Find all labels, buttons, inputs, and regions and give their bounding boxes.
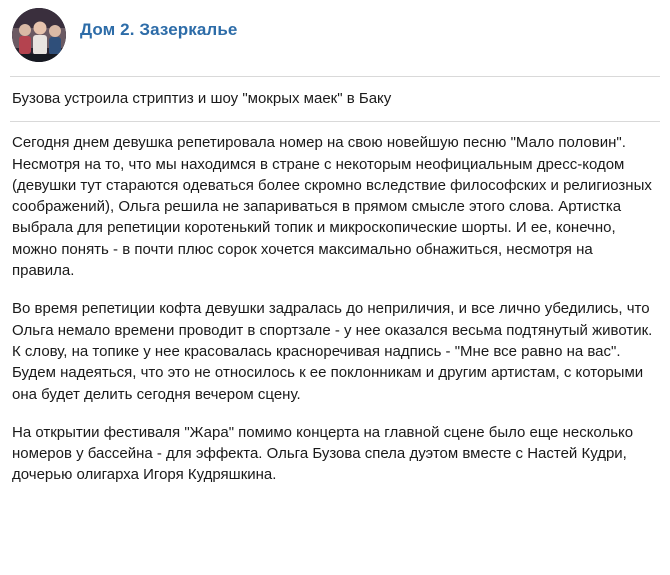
article-headline: Бузова устроила стриптиз и шоу "мокрых маек" в Баку xyxy=(12,90,392,107)
avatar-image xyxy=(12,8,66,62)
source-title[interactable]: Дом 2. Зазеркалье xyxy=(80,20,238,39)
article-paragraph: Во время репетиции кофта девушки задралась до неприличия, и все лично убедились, что Ольга немало времени проводит в спортзале - у нее оказался весьма подтянутый животик. К слову, на топике у нее красовалась красноречивая надпись - "Мне все равно на вас". Будем надеяться, что это не относилось к ее поклонникам и другим артистам, с которыми она будет делить сегодня вечером сцену. xyxy=(12,300,653,403)
article-paragraph: Сегодня днем девушка репетировала номер на свою новейшую песню "Мало половин". Несмотря на то, что мы находимся в стране с некоторым неофициальным дресс-кодом (девушки тут стараются одеваться более скромно вследствие философских и религиозных соображений), Ольга решила не запариваться в прямом смысле этого слова. Артистка выбрала для репетиции коротенький топик и микроскопические шорты. И ее, конечно, можно понять - в почти плюс сорок хочется максимально обнажиться, несмотря на правила. xyxy=(12,134,652,280)
article-header xyxy=(10,0,660,76)
article-paragraph: На открытии фестиваля "Жара" помимо концерта на главной сцене было еще несколько номеров у бассейна - для эффекта. Ольга Бузова спела дуэтом вместе с Настей Кудри, дочерью олигарха Игоря Кудряшкина. xyxy=(12,423,634,484)
article-body xyxy=(10,122,660,485)
avatar[interactable] xyxy=(12,8,66,62)
